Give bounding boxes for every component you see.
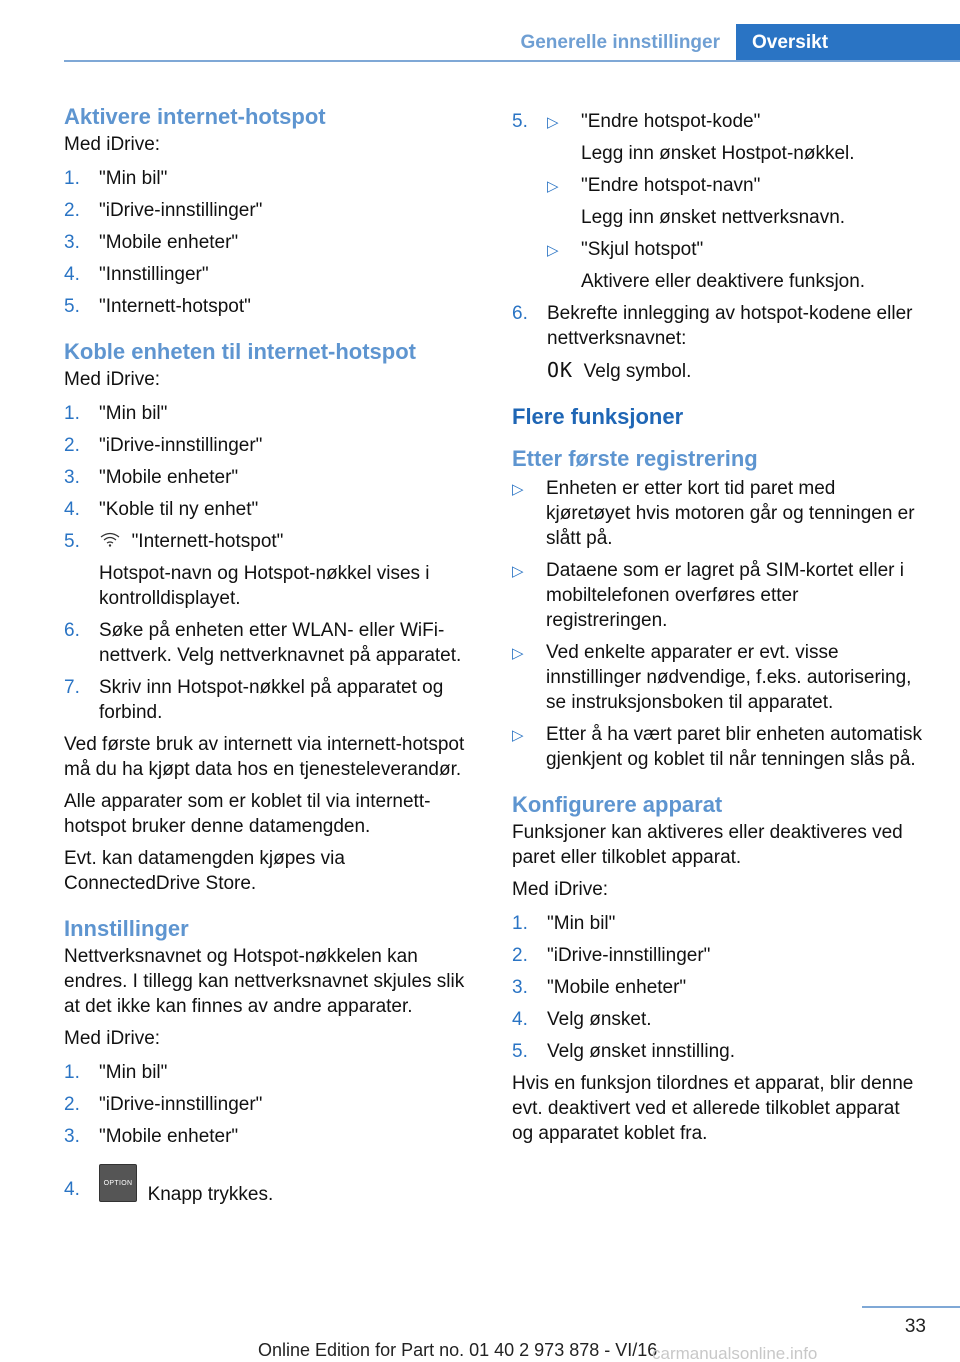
list-item: 4. "Koble til ny enhet": [64, 499, 259, 520]
footer-rule: [862, 1306, 960, 1308]
ok-symbol-icon: OK: [547, 358, 574, 382]
triangle-bullet-icon: ▷: [512, 645, 524, 662]
section-tab: Oversikt: [736, 24, 960, 62]
list-item: 1. "Min bil": [64, 168, 168, 189]
intro-text: Med iDrive:: [64, 1028, 161, 1050]
heading-more-functions: Flere funksjoner: [512, 404, 684, 429]
triangle-bullet-icon: ▷: [512, 563, 524, 580]
list-item: ▷ Ved enkelte apparater er evt. visse innstillinger nødvendige, f.eks. autorisering, se instruksjonsboken til apparatet.: [512, 642, 912, 713]
body-text: Evt. kan datamengden kjøpes via ConnectedDrive Store.: [64, 848, 345, 895]
heading-settings: Innstillinger: [64, 916, 189, 942]
steps-list-settings: [64, 1060, 480, 1205]
intro-text: Med iDrive:: [512, 879, 609, 900]
body-text: Alle apparater som er koblet til via internett-hotspot bruker denne datamengden.: [64, 791, 431, 838]
triangle-bullet-icon: ▷: [512, 727, 524, 744]
intro-text: Med iDrive:: [64, 369, 161, 390]
list-item: 1. "Min bil": [512, 913, 616, 934]
steps-list-continued: [512, 109, 924, 384]
right-column: [512, 100, 924, 1146]
list-item: 4. Velg ønsket.: [512, 1009, 652, 1030]
intro-text: Med iDrive:: [64, 134, 161, 155]
triangle-bullet-icon: ▷: [512, 481, 524, 498]
triangle-bullet-icon: ▷: [547, 178, 559, 195]
chapter-title: Generelle innstillinger: [520, 32, 720, 53]
heading-connect-device: Koble enheten til internet-hotspot: [64, 339, 416, 364]
triangle-bullet-icon: ▷: [547, 114, 559, 131]
triangle-bullet-icon: ▷: [547, 242, 559, 259]
body-text: Hvis en funksjon tilordnes et apparat, blir denne evt. deaktivert ved et allerede tilkoblet apparat og apparatet koblet fra.: [512, 1073, 914, 1144]
list-item: ▷ "Skjul hotspot" Aktivere eller deaktivere funksjon.: [547, 239, 866, 292]
list-item: 5. "Internett-hotspot": [64, 296, 251, 317]
list-item: 5. "Internett-hotspot" Hotspot-navn og Hotspot-nøkkel vises i kontrolldisplayet.: [64, 531, 430, 610]
list-item: 3. "Mobile enheter": [64, 232, 239, 253]
list-item: ▷ Enheten er etter kort tid paret med kjøretøyet hvis motoren går og tenningen er slått på.: [512, 478, 915, 549]
list-item: 2. "iDrive-innstillinger": [64, 435, 263, 456]
intro-text: Funksjoner kan aktiveres eller deaktiveres ved paret eller tilkoblet apparat.: [512, 822, 903, 868]
list-item: 3. "Mobile enheter": [512, 977, 687, 998]
list-item: ▷ "Endre hotspot-kode" Legg inn ønsket Hostpot-nøkkel.: [547, 111, 855, 164]
steps-list-activate: [64, 166, 480, 319]
list-item: 5. ▷ "Endre hotspot-kode" Legg inn ønsket Hostpot-nøkkel. ▷ "Endre hotspot-navn" Legg inn ønsket nettverksnavn. ▷ "Skjul hotspot" Aktivere eller deaktivere funksjon.: [512, 109, 924, 294]
heading-after-registration: Etter første registrering: [512, 446, 758, 471]
list-item: 5. Velg ønsket innstilling.: [512, 1041, 735, 1062]
left-column: [64, 100, 480, 1205]
list-item: 4. OPTION Knapp trykkes.: [64, 1163, 480, 1202]
list-item: 1. "Min bil": [64, 403, 168, 424]
list-item: 6. Søke på enheten etter WLAN- eller WiFi-nettverk. Velg nettverknavnet på apparatet.: [64, 620, 462, 667]
list-item: 7. Skriv inn Hotspot-nøkkel på apparatet og forbind.: [64, 677, 444, 724]
list-item: 4. "Innstillinger": [64, 264, 209, 285]
heading-configure-device: Konfigurere apparat: [512, 792, 723, 817]
edition-text: Online Edition for Part no. 01 40 2 973 878 - VI/16: [258, 1340, 658, 1360]
body-text: Ved første bruk av internett via internett-hotspot må du ha kjøpt data hos en tjenesteleverandør.: [64, 734, 465, 781]
list-item: 2. "iDrive-innstillinger": [64, 1094, 263, 1116]
list-item: 2. "iDrive-innstillinger": [64, 200, 263, 221]
option-button-icon: OPTION: [99, 1164, 137, 1202]
header-rule: [64, 60, 960, 62]
list-item: 6. Bekrefte innlegging av hotspot-kodene eller nettverksnavnet: OK Velg symbol.: [512, 303, 913, 382]
page-number: 33: [904, 1316, 926, 1337]
list-item: 1. "Min bil": [64, 1062, 168, 1084]
steps-list-configure: [512, 911, 924, 1064]
watermark: carmanualsonline.info: [652, 1344, 818, 1362]
list-item: 2. "iDrive-innstillinger": [512, 945, 711, 966]
list-item: ▷ Etter å ha vært paret blir enheten automatisk gjenkjent og koblet til når tenningen slås på.: [512, 724, 922, 770]
wifi-icon: [99, 529, 121, 554]
list-item: 3. "Mobile enheter": [64, 1126, 239, 1148]
list-item: ▷ "Endre hotspot-navn" Legg inn ønsket nettverksnavn.: [547, 175, 846, 228]
list-item: 3. "Mobile enheter": [64, 467, 239, 488]
intro-text: Nettverksnavnet og Hotspot-nøkkelen kan endres. I tillegg kan nettverksnavnet skjules slik at det ikke kan finnes av andre apparater.: [64, 946, 465, 1018]
steps-list-connect: [64, 401, 480, 725]
sub-bullet-list: [547, 109, 924, 294]
list-item: ▷ Dataene som er lagret på SIM-kortet eller i mobiltelefonen overføres etter registreringen.: [512, 560, 904, 631]
heading-activate-hotspot: Aktivere internet-hotspot: [64, 104, 326, 129]
bullet-list-registration: [512, 476, 924, 772]
